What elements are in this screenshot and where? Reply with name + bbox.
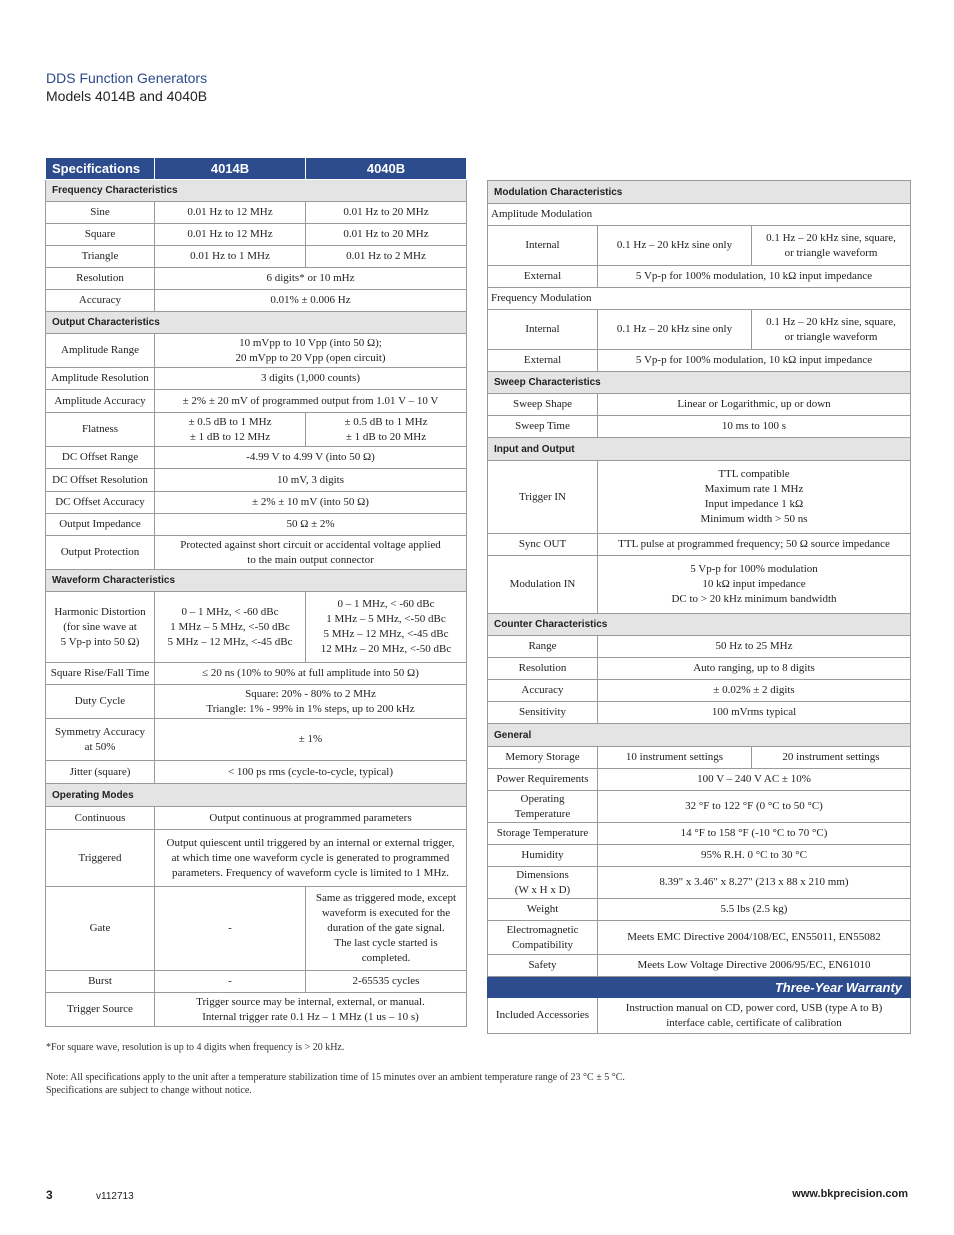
table-row: Range 50 Hz to 25 MHz [488, 636, 911, 658]
header-4014b: 4014B [155, 158, 306, 180]
table-header-row [46, 158, 467, 180]
table-row: Accuracy ± 0.02% ± 2 digits [488, 680, 911, 702]
table-row: Weight 5.5 lbs (2.5 kg) [488, 899, 911, 921]
table-row: Accuracy 0.01% ± 0.006 Hz [46, 290, 467, 312]
table-row: Burst - 2-65535 cycles [46, 971, 467, 993]
table-row: Output Impedance 50 Ω ± 2% [46, 514, 467, 536]
table-row: Continuous Output continuous at programmed parameters [46, 807, 467, 830]
section-modulation: Modulation Characteristics [488, 181, 911, 204]
table-row: Triangle 0.01 Hz to 1 MHz 0.01 Hz to 2 MHz [46, 246, 467, 268]
website-link[interactable]: www.bkprecision.com [792, 1188, 908, 1200]
warranty-banner: Three-Year Warranty [488, 977, 911, 998]
table-row: Symmetry Accuracy at 50% ± 1% [46, 719, 467, 761]
table-row: Dimensions (W x H x D) 8.39" x 3.46" x 8.27" (213 x 88 x 210 mm) [488, 867, 911, 899]
table-row: Triggered Output quiescent until triggered by an internal or external trigger, at which time one waveform cycle is generated to programmed parameters. Frequency of waveform cycle is limited to 1 MHz. [46, 830, 467, 887]
table-row: External 5 Vp-p for 100% modulation, 10 kΩ input impedance [488, 350, 911, 372]
section-sweep: Sweep Characteristics [488, 372, 911, 394]
table-row: DC Offset Range -4.99 V to 4.99 V (into 50 Ω) [46, 447, 467, 469]
table-row: Amplitude Range 10 mVpp to 10 Vpp (into 50 Ω); 20 mVpp to 20 Vpp (open circuit) [46, 334, 467, 368]
table-row: Sine 0.01 Hz to 12 MHz 0.01 Hz to 20 MHz [46, 202, 467, 224]
table-row: Modulation IN 5 Vp-p for 100% modulation 10 kΩ input impedance DC to > 20 kHz minimum bandwidth [488, 556, 911, 614]
section-general: General [488, 724, 911, 747]
footnote-star: *For square wave, resolution is up to 4 digits when frequency is > 20 kHz. [46, 1042, 345, 1053]
table-row: Storage Temperature 14 °F to 158 °F (-10 °C to 70 °C) [488, 823, 911, 845]
doc-title: DDS Function Generators [46, 70, 208, 86]
table-row: Flatness ± 0.5 dB to 1 MHz ± 1 dB to 12 MHz ± 0.5 dB to 1 MHz ± 1 dB to 20 MHz [46, 413, 467, 447]
table-row: Sync OUT TTL pulse at programmed frequency; 50 Ω source impedance [488, 534, 911, 556]
left-spec-table [45, 157, 467, 1027]
subsection-am: Amplitude Modulation [488, 204, 911, 226]
note-change: Specifications are subject to change without notice. [46, 1085, 252, 1096]
table-row: Amplitude Accuracy ± 2% ± 20 mV of programmed output from 1.01 V – 10 V [46, 390, 467, 413]
header-specifications: Specifications [46, 158, 155, 180]
section-input-output: Input and Output [488, 438, 911, 461]
table-row: Duty Cycle Square: 20% - 80% to 2 MHz Triangle: 1% - 99% in 1% steps, up to 200 kHz [46, 685, 467, 719]
table-row: Sensitivity 100 mVrms typical [488, 702, 911, 724]
right-spec-table [487, 180, 911, 1034]
table-row: DC Offset Resolution 10 mV, 3 digits [46, 469, 467, 492]
table-row: Operating Temperature 32 °F to 122 °F (0 °C to 50 °C) [488, 791, 911, 823]
table-row: Resolution 6 digits* or 10 mHz [46, 268, 467, 290]
table-row: Amplitude Resolution 3 digits (1,000 counts) [46, 368, 467, 390]
table-row: Output Protection Protected against short circuit or accidental voltage applied to the main output connector [46, 536, 467, 570]
doc-subtitle: Models 4014B and 4040B [46, 88, 208, 104]
table-row: Harmonic Distortion (for sine wave at 5 Vp-p into 50 Ω) 0 – 1 MHz, < -60 dBc 1 MHz – 5 MHz, <-50 dBc 5 MHz – 12 MHz, <-45 dBc 0 – 1 MHz, < -60 dBc 1 MHz – 5 MHz, <-50 dBc 5 MHz – 12 MHz, <-45 dBc 12 MHz – 20 MHz, <-50 dBc [46, 592, 467, 663]
note-temperature: Note: All specifications apply to the unit after a temperature stabilization time of 15 minutes over an ambient temperature range of 23 °C ± 5 °C. [46, 1072, 625, 1083]
table-row: Sweep Time 10 ms to 100 s [488, 416, 911, 438]
section-frequency: Frequency Characteristics [46, 180, 467, 202]
table-row: DC Offset Accuracy ± 2% ± 10 mV (into 50 Ω) [46, 492, 467, 514]
table-row: Internal 0.1 Hz – 20 kHz sine only 0.1 Hz – 20 kHz sine, square, or triangle waveform [488, 310, 911, 350]
table-row: Trigger IN TTL compatible Maximum rate 1 MHz Input impedance 1 kΩ Minimum width > 50 ns [488, 461, 911, 534]
header-4040b: 4040B [306, 158, 467, 180]
section-operating-modes: Operating Modes [46, 784, 467, 807]
table-row: Jitter (square) < 100 ps rms (cycle-to-cycle, typical) [46, 761, 467, 784]
table-row: Square Rise/Fall Time ≤ 20 ns (10% to 90% at full amplitude into 50 Ω) [46, 663, 467, 685]
table-row: Memory Storage 10 instrument settings 20 instrument settings [488, 747, 911, 769]
table-row: Trigger Source Trigger source may be internal, external, or manual. Internal trigger rate 0.1 Hz – 1 MHz (1 us – 10 s) [46, 993, 467, 1027]
table-row: Internal 0.1 Hz – 20 kHz sine only 0.1 Hz – 20 kHz sine, square, or triangle waveform [488, 226, 911, 266]
section-counter: Counter Characteristics [488, 614, 911, 636]
table-row: Electromagnetic Compatibility Meets EMC Directive 2004/108/EC, EN55011, EN55082 [488, 921, 911, 955]
section-waveform: Waveform Characteristics [46, 570, 467, 592]
table-row: Safety Meets Low Voltage Directive 2006/95/EC, EN61010 [488, 955, 911, 977]
table-row: Resolution Auto ranging, up to 8 digits [488, 658, 911, 680]
version-label: v112713 [96, 1191, 134, 1202]
section-output: Output Characteristics [46, 312, 467, 334]
page-number: 3 [46, 1188, 53, 1202]
table-row: Power Requirements 100 V – 240 V AC ± 10% [488, 769, 911, 791]
table-row: Gate - Same as triggered mode, except waveform is executed for the duration of the gate signal. The last cycle started is completed. [46, 887, 467, 971]
table-row: Sweep Shape Linear or Logarithmic, up or down [488, 394, 911, 416]
table-row: Included Accessories Instruction manual on CD, power cord, USB (type A to B) interface cable, certificate of calibration [488, 998, 911, 1034]
table-row: External 5 Vp-p for 100% modulation, 10 kΩ input impedance [488, 266, 911, 288]
table-row: Humidity 95% R.H. 0 °C to 30 °C [488, 845, 911, 867]
subsection-fm: Frequency Modulation [488, 288, 911, 310]
table-row: Square 0.01 Hz to 12 MHz 0.01 Hz to 20 MHz [46, 224, 467, 246]
